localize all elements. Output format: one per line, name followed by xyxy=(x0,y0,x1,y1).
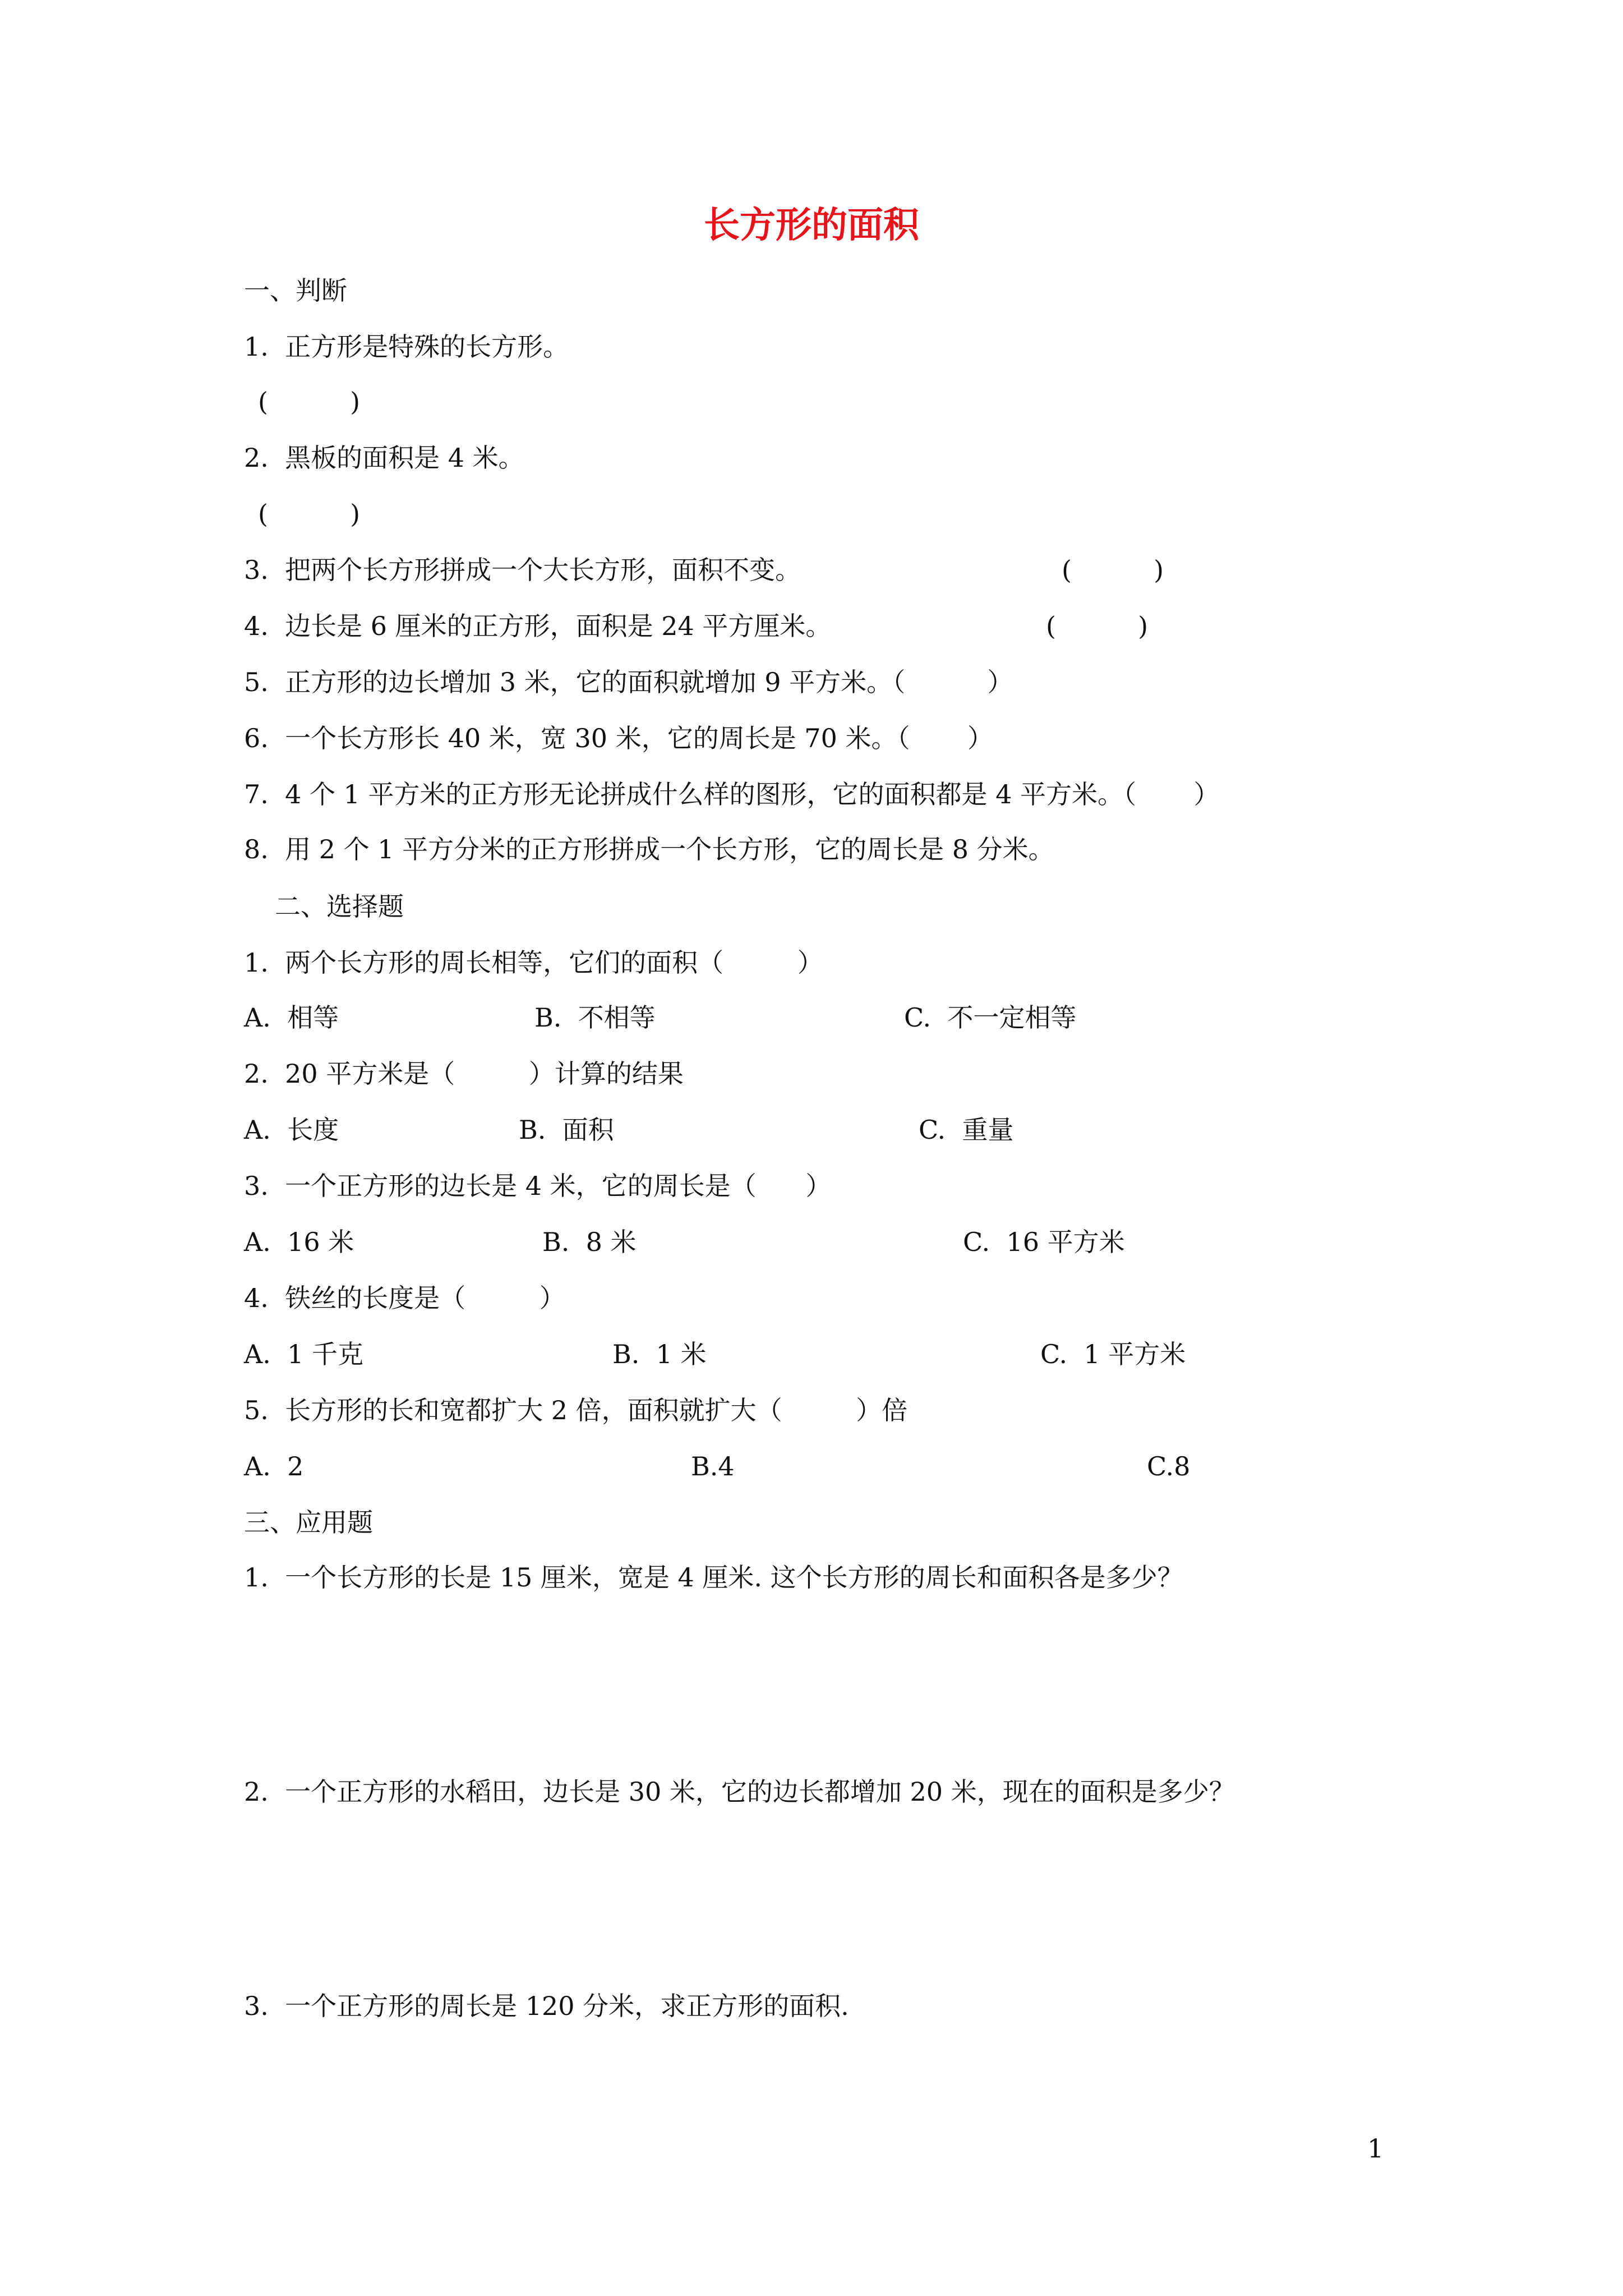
choice-q1-option-b: B. 不相等 xyxy=(534,1002,656,1033)
judge-q8: 8. 用 2 个 1 平方分米的正方形拼成一个长方形，它的周长是 8 分米。 xyxy=(244,834,1054,864)
choice-q5: 5. 长方形的长和宽都扩大 2 倍，面积就扩大（ ）倍 xyxy=(244,1395,908,1425)
judge-q2: 2. 黑板的面积是 4 米。 xyxy=(244,443,524,473)
choice-q3-option-b: B. 8 米 xyxy=(542,1227,637,1257)
judge-q2-blank: ( ) xyxy=(258,499,361,529)
page-number: 1 xyxy=(1367,2133,1384,2164)
judge-q5: 5. 正方形的边长增加 3 米，它的面积就增加 9 平方米。（ ） xyxy=(244,667,1013,697)
choice-q1-options xyxy=(244,1001,1366,1034)
section3-heading: 三、应用题 xyxy=(244,1507,373,1538)
choice-q5-option-b: B.4 xyxy=(691,1451,735,1481)
section1-heading: 一、判断 xyxy=(244,275,347,306)
choice-q2-option-a: A. 长度 xyxy=(244,1115,339,1145)
judge-q4-blank: ( ) xyxy=(1046,611,1149,641)
choice-q3-options xyxy=(244,1225,1366,1259)
application-q3: 3. 一个正方形的周长是 120 分米，求正方形的面积. xyxy=(244,1991,849,2021)
choice-q4: 4. 铁丝的长度是（ ） xyxy=(244,1283,565,1313)
choice-q3-option-a: A. 16 米 xyxy=(244,1227,354,1257)
judge-q7: 7. 4 个 1 平方米的正方形无论拼成什么样的图形，它的面积都是 4 平方米。（ ） xyxy=(244,779,1220,809)
choice-q1-option-c: C. 不一定相等 xyxy=(904,1002,1077,1033)
application-q1: 1. 一个长方形的长是 15 厘米，宽是 4 厘米. 这个长方形的周长和面积各是多少？ xyxy=(244,1562,1183,1593)
section2-heading: 二、选择题 xyxy=(275,891,404,922)
choice-q3-option-c: C. 16 平方米 xyxy=(963,1227,1125,1257)
choice-q5-option-c: C.8 xyxy=(1147,1451,1191,1481)
choice-q5-options xyxy=(244,1450,1366,1483)
judge-q1-blank: ( ) xyxy=(258,386,361,417)
page-title: 长方形的面积 xyxy=(704,204,919,246)
choice-q1-option-a: A. 相等 xyxy=(244,1002,339,1033)
judge-q1: 1. 正方形是特殊的长方形。 xyxy=(244,332,569,362)
judge-q6: 6. 一个长方形长 40 米，宽 30 米，它的周长是 70 米。（ ） xyxy=(244,723,993,753)
choice-q3: 3. 一个正方形的边长是 4 米，它的周长是（ ） xyxy=(244,1171,832,1201)
choice-q2: 2. 20 平方米是（ ）计算的结果 xyxy=(244,1059,684,1089)
choice-q4-option-a: A. 1 千克 xyxy=(244,1339,363,1369)
choice-q4-options xyxy=(244,1337,1366,1371)
choice-q2-option-b: B. 面积 xyxy=(519,1115,614,1145)
choice-q1: 1. 两个长方形的周长相等，它们的面积（ ） xyxy=(244,947,823,978)
judge-q3-blank: ( ) xyxy=(1062,555,1164,585)
choice-q4-option-b: B. 1 米 xyxy=(612,1339,707,1369)
judge-q4: 4. 边长是 6 厘米的正方形，面积是 24 平方厘米。 xyxy=(244,611,832,641)
judge-q3-row xyxy=(244,553,1253,587)
application-q2: 2. 一个正方形的水稻田，边长是 30 米，它的边长都增加 20 米，现在的面积是多少？ xyxy=(244,1777,1235,1807)
judge-q3: 3. 把两个长方形拼成一个大长方形，面积不变。 xyxy=(244,555,801,585)
choice-q5-option-a: A. 2 xyxy=(244,1451,304,1481)
choice-q2-option-c: C. 重量 xyxy=(919,1115,1014,1145)
choice-q4-option-c: C. 1 平方米 xyxy=(1040,1339,1186,1369)
choice-q2-options xyxy=(244,1113,1366,1147)
judge-q4-row xyxy=(244,609,1253,643)
